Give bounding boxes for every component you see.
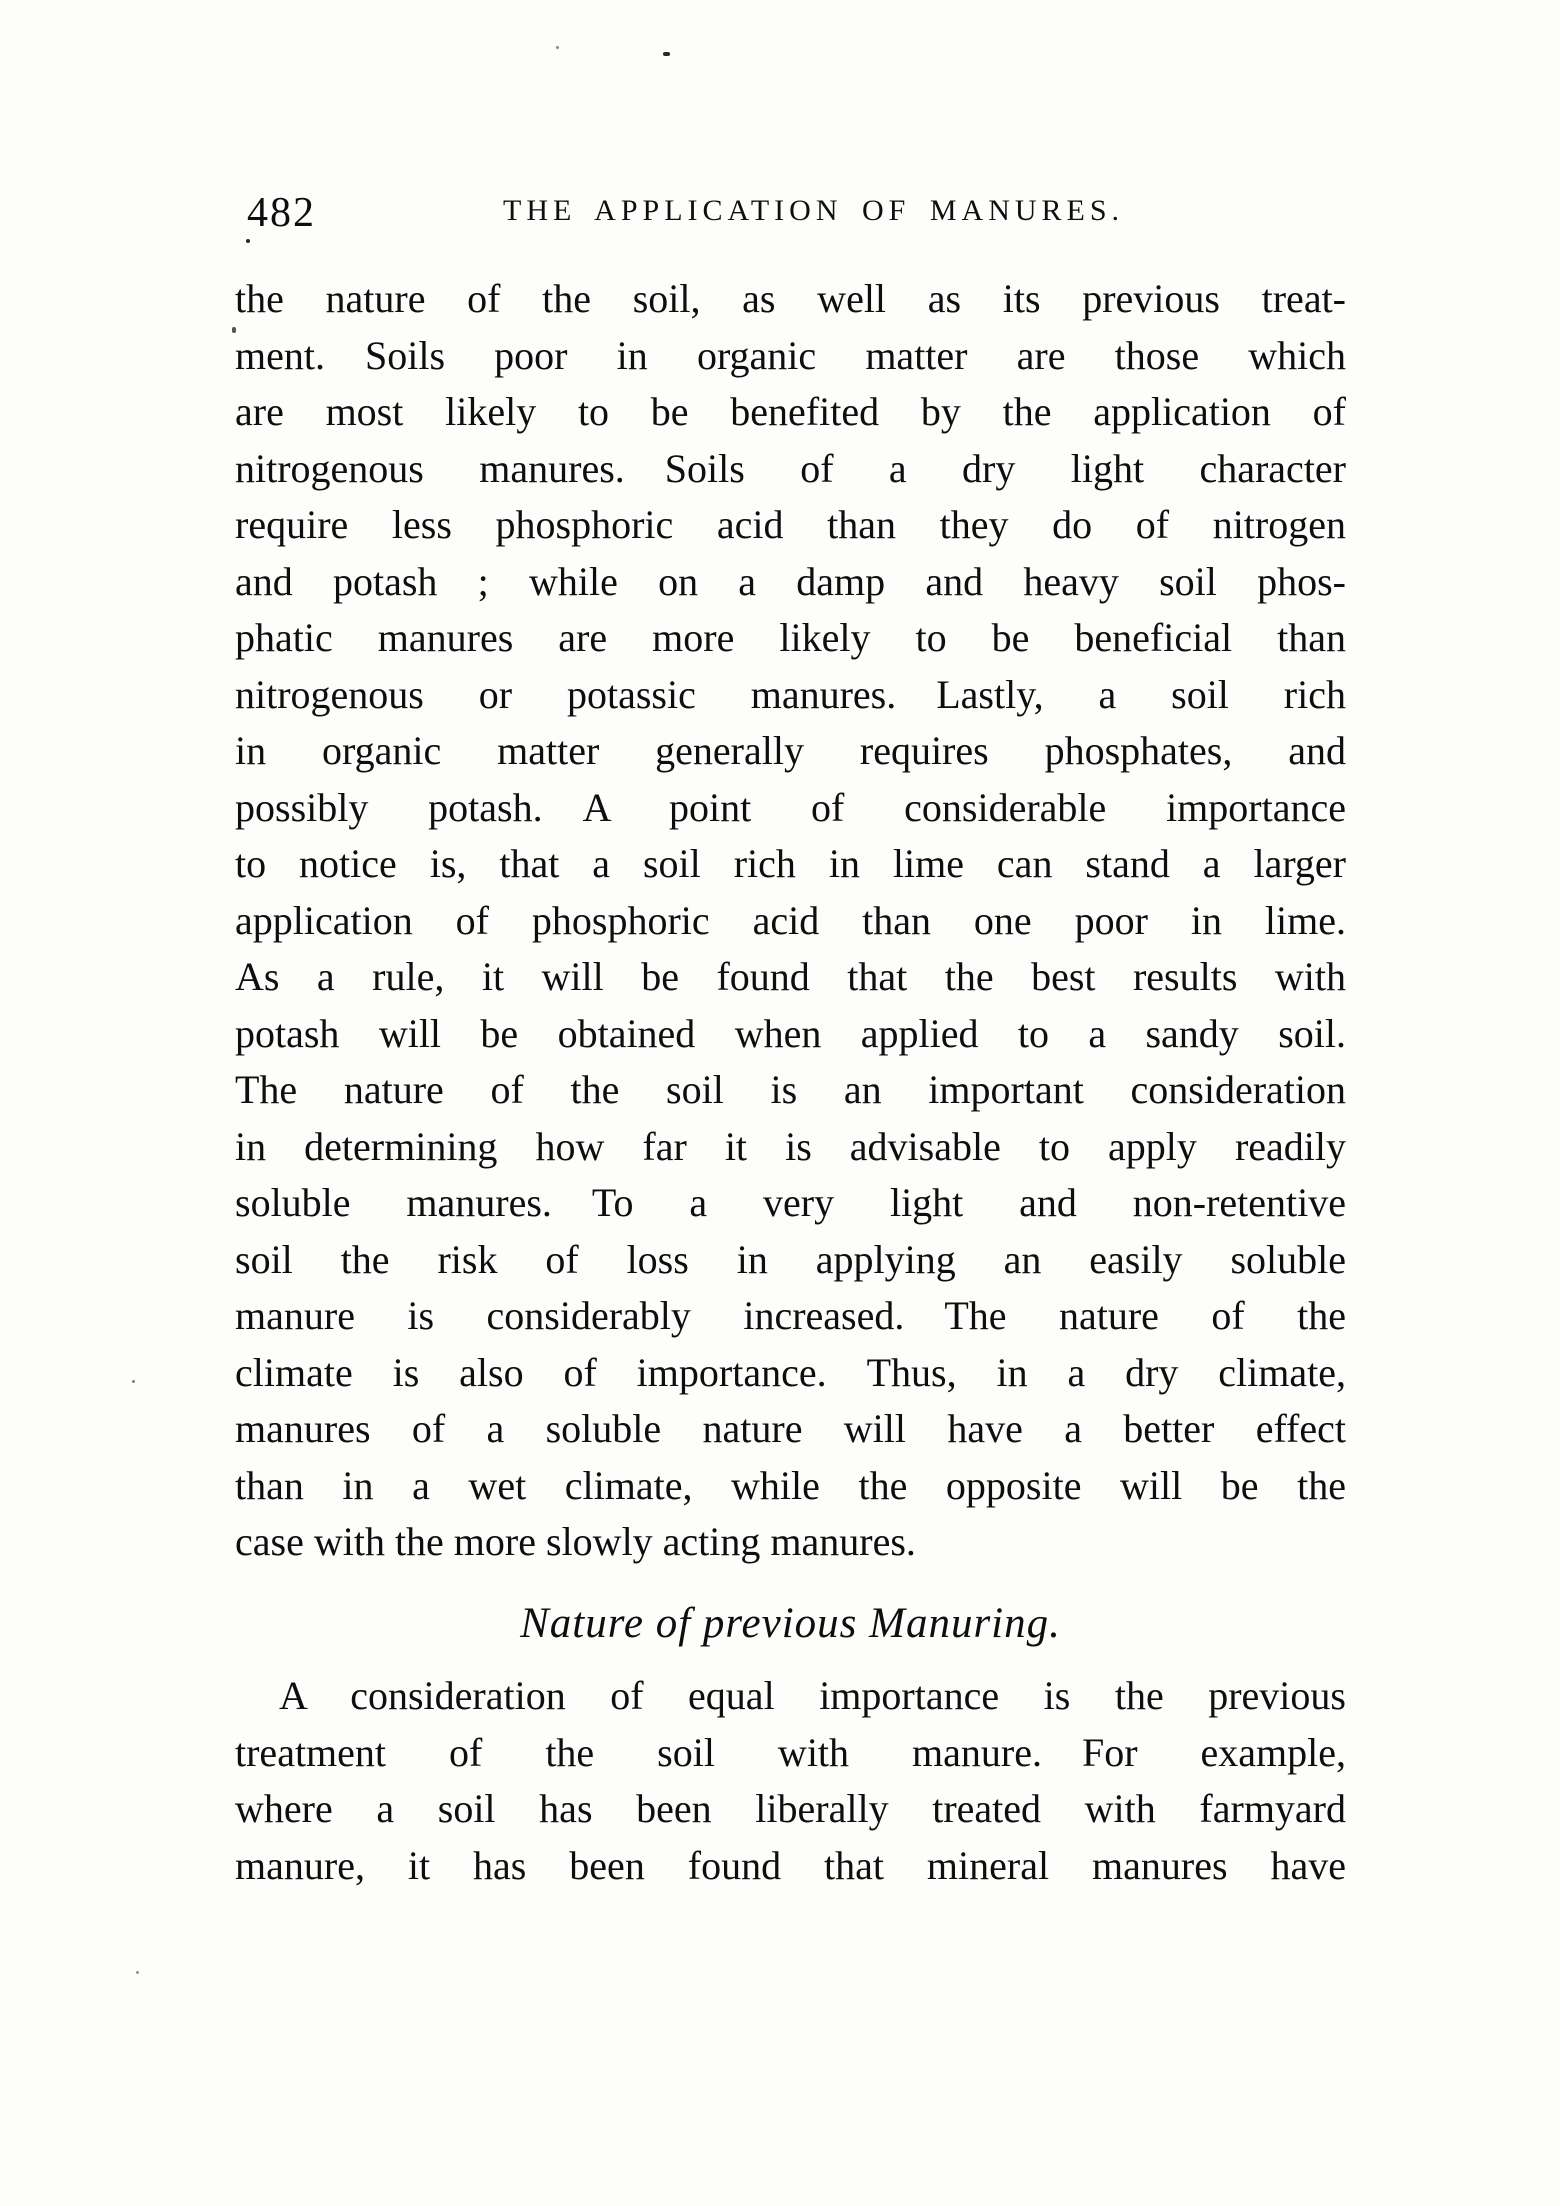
text-line: possibly potash. A point of considerable importance [235,784,1346,830]
text-line: application of phosphoric acid than one poor in lime. [235,897,1346,943]
text-line: As a rule, it will be found that the best results with [235,954,1346,999]
text-line: manure, it has been found that mineral manures have [235,1842,1346,1888]
text-line: than in a wet climate, while the opposite will be the [235,1462,1346,1508]
text-line: the nature of the soil, as well as its previous treat- [235,276,1346,321]
text-line: climate is also of importance. Thus, in a dry climate, [235,1349,1346,1395]
scan-speck [663,52,670,56]
text-line: The nature of the soil is an important consideration [235,1067,1346,1112]
paragraph-continuation [235,271,1346,1571]
text-line: potash will be obtained when applied to a sandy soil. [235,1010,1346,1056]
text-line: treatment of the soil with manure. For example, [235,1729,1346,1775]
text-line: soil the risk of loss in applying an easily soluble [235,1236,1346,1282]
text-line: in organic matter generally requires phosphates, and [235,728,1346,773]
text-line: phatic manures are more likely to be beneficial than [235,615,1346,660]
scan-speck [246,239,250,243]
text-line: manures of a soluble nature will have a better effect [235,1406,1346,1451]
text-line: nitrogenous or potassic manures. Lastly, a soil rich [235,671,1346,717]
paragraph [235,1668,1346,1894]
text-line: in determining how far it is advisable to apply readily [235,1123,1346,1169]
text-line: nitrogenous manures. Soils of a dry light character [235,445,1346,491]
text-line: require less phosphoric acid than they do of nitrogen [235,502,1346,547]
page-number: 482 [247,190,316,236]
scan-speck [132,1380,135,1383]
text-line: A consideration of equal importance is the previous [279,1673,1346,1718]
text-line: soluble manures. To a very light and non-retentive [235,1180,1346,1225]
section-heading: Nature of previous Manuring. [520,1600,1061,1647]
text-line: ment. Soils poor in organic matter are those which [235,332,1346,378]
text-line: to notice is, that a soil rich in lime can stand a larger [235,841,1346,886]
text-line: manure is considerably increased. The nature of the [235,1293,1346,1338]
scan-speck [232,327,236,333]
text-line: and potash ; while on a damp and heavy soil phos- [235,558,1346,604]
running-title: THE APPLICATION OF MANURES. [503,194,1125,227]
text-line: case with the more slowly acting manures. [235,1519,916,1564]
text-line: are most likely to be benefited by the application of [235,389,1346,434]
text-line: where a soil has been liberally treated with farmyard [235,1786,1346,1831]
scan-speck [136,1971,139,1974]
scan-speck [556,46,559,49]
